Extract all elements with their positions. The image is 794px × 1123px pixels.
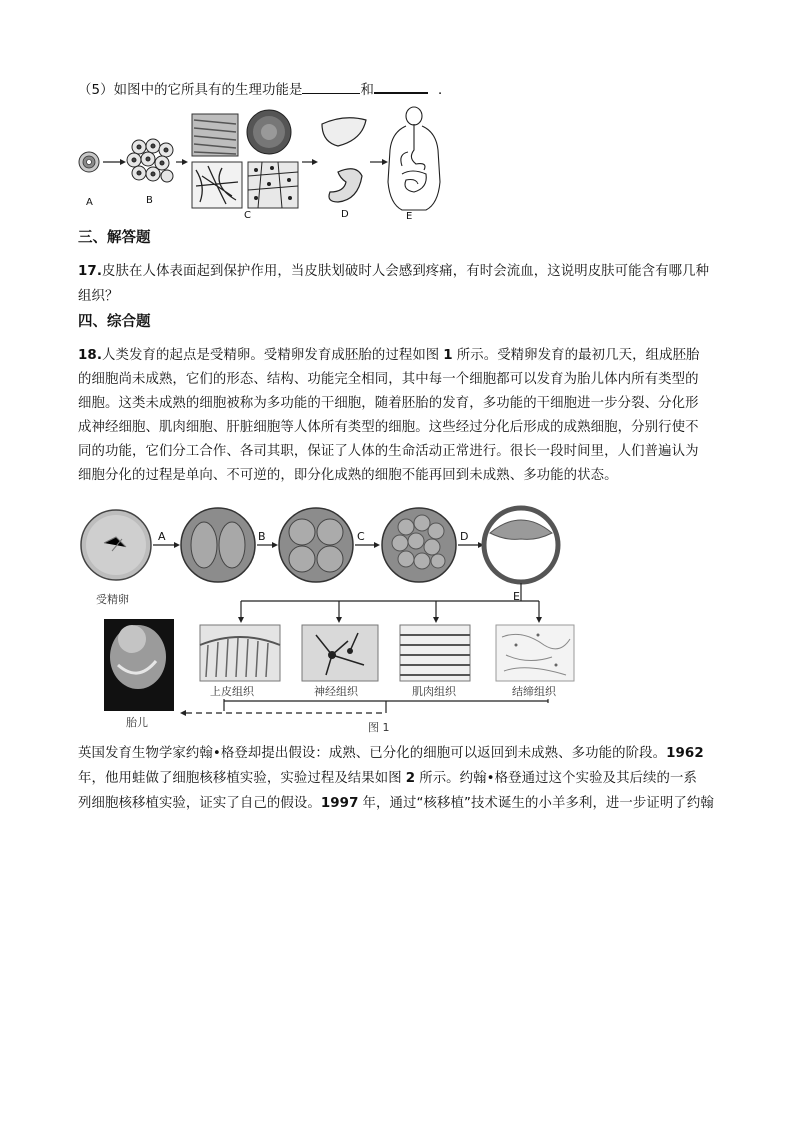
figure-cell-to-system xyxy=(76,106,446,224)
question-17-line-1: 17.皮肤在人体表面起到保护作用，当皮肤划破时人会感到疼痛，有时会流血，这说明皮肤可能含有哪几种 xyxy=(78,264,710,279)
figure-1-tissue-muscle: 肌肉组织 xyxy=(412,685,456,698)
question-18-line-3: 细胞。这类未成熟的细胞被称为多功能的干细胞，随着胚胎的发育，多功能的干细胞进一步分裂、分化形 xyxy=(78,396,699,411)
figure-1-egg-label: 受精卵 xyxy=(96,593,129,606)
question-5-suffix: ． xyxy=(437,83,452,98)
figure-1-fetus-label: 胎儿 xyxy=(126,716,148,729)
paragraph-2-line-1: 英国发育生物学家约翰•格登却提出假设：成熟、已分化的细胞可以返回到未成熟、多功能的阶段。1962 xyxy=(78,746,704,761)
figure-label-c: C xyxy=(244,210,251,221)
figure-1-nerve-tissue xyxy=(302,625,378,681)
question-18-number: 18. xyxy=(78,348,103,363)
question-5-mid: 和 xyxy=(360,83,374,98)
figure-1-epithelial-tissue xyxy=(200,625,280,681)
figure-label-b: B xyxy=(146,195,153,206)
section-3-title: 三、解答题 xyxy=(78,230,151,246)
figure-1-arrow-e: E xyxy=(513,590,520,603)
figure-1-four-cell xyxy=(279,508,353,582)
question-17-number: 17. xyxy=(78,264,103,279)
question-18-line-1: 18.人类发育的起点是受精卵。受精卵发育成胚胎的过程如图 1 所示。受精卵发育的最初几天，组成胚胎 xyxy=(78,348,700,363)
figure-1-arrow-d: D xyxy=(460,530,469,543)
figure-1-arrow-a: A xyxy=(158,530,166,543)
figure-label-e: E xyxy=(406,211,413,222)
figure-1-embryo-development xyxy=(76,505,586,737)
question-5-prefix: （5）如图中的它所具有的生理功能是 xyxy=(78,83,303,98)
figure-a-cell xyxy=(79,152,99,172)
section-4-title: 四、综合题 xyxy=(78,314,151,330)
figure-1-tissue-connective: 结缔组织 xyxy=(512,685,556,698)
question-18-line-4: 成神经细胞、肌肉细胞、肝脏细胞等人体所有类型的细胞。这些经过分化后形成的成熟细胞，分别行使不 xyxy=(78,420,699,435)
figure-e-digestive-system xyxy=(388,107,440,210)
figure-1-blastocyst xyxy=(484,508,558,582)
figure-1-caption: 图 1 xyxy=(368,721,390,734)
question-5 xyxy=(78,78,451,101)
answer-blank-1[interactable] xyxy=(302,79,360,94)
figure-1-muscle-tissue xyxy=(400,625,470,681)
question-18-line-6: 细胞分化的过程是单向、不可逆的，即分化成熟的细胞不能再回到未成熟、多功能的状态。 xyxy=(78,468,618,483)
question-18-line-5: 同的功能，它们分工合作、各司其职，保证了人体的生命活动正常进行。很长一段时间里，人们普遍认为 xyxy=(78,444,699,459)
paragraph-2-line-2: 年，他用蛙做了细胞核移植实验，实验过程及结果如图 2 所示。约翰•格登通过这个实验及其后续的一系 xyxy=(78,771,698,786)
figure-1-connective-tissue xyxy=(496,625,574,681)
figure-c-tissues xyxy=(192,110,298,208)
figure-1-tissue-nerve: 神经组织 xyxy=(314,685,358,698)
figure-label-a: A xyxy=(86,197,93,208)
figure-d-organs xyxy=(322,118,366,202)
figure-b-cells xyxy=(127,139,173,182)
answer-blank-2[interactable] xyxy=(374,78,428,94)
figure-1-arrow-c: C xyxy=(357,530,365,543)
figure-1-fertilized-egg xyxy=(81,510,151,580)
figure-label-d: D xyxy=(341,209,349,220)
figure-1-morula xyxy=(382,508,456,582)
question-18-line-2: 的细胞尚未成熟，它们的形态、结构、功能完全相同，其中每一个细胞都可以发育为胎儿体内所有类型的 xyxy=(78,372,699,387)
question-17-line-2: 组织？ xyxy=(78,289,119,304)
figure-1-arrow-b: B xyxy=(258,530,266,543)
figure-1-fetus-image xyxy=(104,619,174,711)
figure-1-two-cell xyxy=(181,508,255,582)
figure-1-tissue-epithelial: 上皮组织 xyxy=(210,685,254,698)
paragraph-2-line-3: 列细胞核移植实验，证实了自己的假设。1997 年，通过“核移植”技术诞生的小羊多利，进一步证明了约翰 xyxy=(78,796,714,811)
